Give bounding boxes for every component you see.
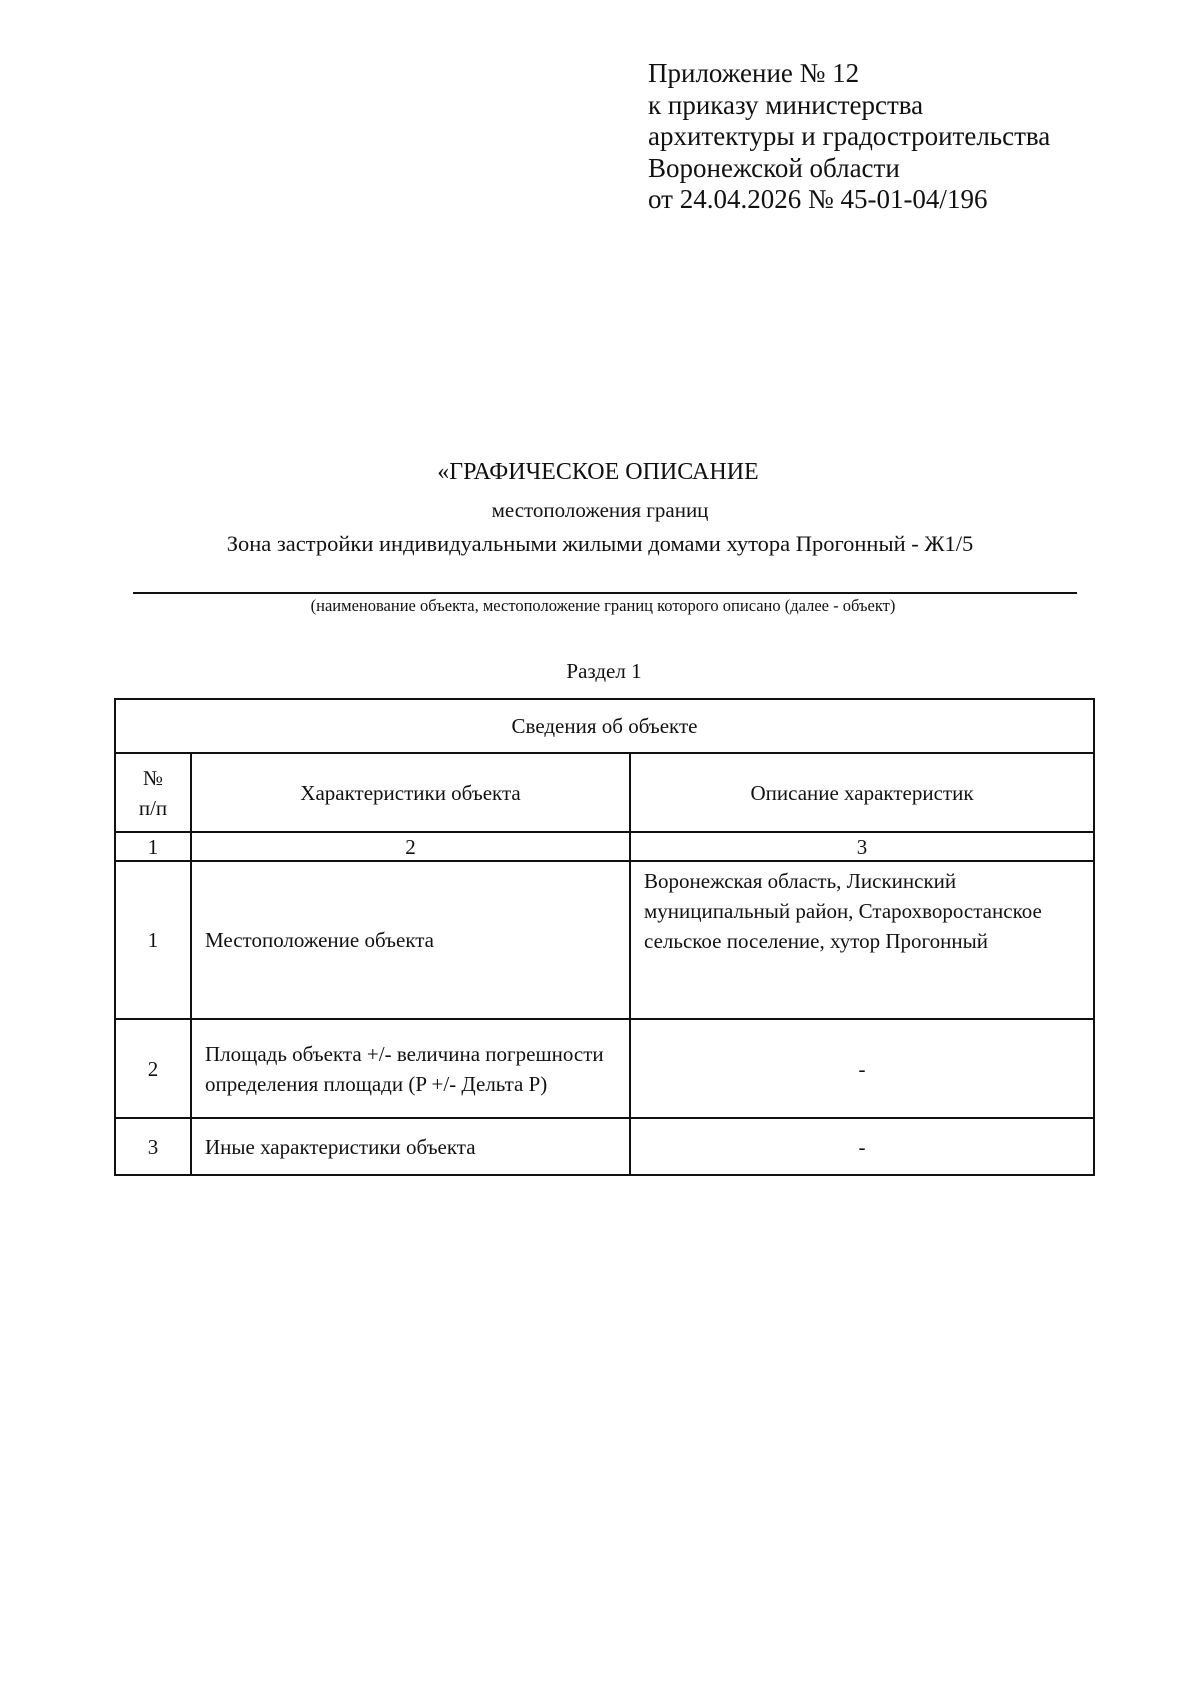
column-header-row [115, 753, 1094, 832]
row-characteristic: Местоположение объекта [191, 861, 630, 1019]
appendix-line: к приказу министерства [648, 89, 924, 120]
section-heading: Раздел 1 [566, 659, 642, 683]
row-characteristic: Площадь объекта +/- величина погрешности определения площади (P +/- Дельта P) [191, 1019, 630, 1118]
table-row [115, 1118, 1094, 1175]
row-characteristic: Иные характеристики объекта [191, 1118, 630, 1175]
appendix-line: Приложение № 12 [648, 58, 860, 88]
table-row [115, 1019, 1094, 1118]
row-description: - [630, 1019, 1094, 1118]
row-description: Воронежская область, Лискинский муниципальный район, Старохворостанское сельское поселение, хутор Прогонный [630, 861, 1094, 1019]
document-subtitle: местоположения границ [491, 498, 709, 522]
column-header-number [115, 753, 191, 832]
object-name-underline [133, 592, 1077, 594]
column-number: 3 [630, 832, 1094, 861]
column-header-number-line1: № [142, 765, 164, 790]
column-header-characteristic: Характеристики объекта [191, 753, 630, 832]
column-number: 2 [191, 832, 630, 861]
appendix-line: от 24.04.2026 № 45-01-04/196 [648, 184, 988, 214]
document-title: «ГРАФИЧЕСКОЕ ОПИСАНИЕ [437, 459, 759, 485]
appendix-line: архитектуры и градостроительства [648, 121, 1051, 151]
column-number: 1 [115, 832, 191, 861]
table-header-row [115, 699, 1094, 753]
row-number: 3 [115, 1118, 191, 1175]
row-number: 1 [115, 861, 191, 1019]
table-row [115, 861, 1094, 1019]
row-description: - [630, 1118, 1094, 1175]
column-header-description: Описание характеристик [630, 753, 1094, 832]
column-number-row [115, 832, 1094, 861]
table-header: Сведения об объекте [115, 699, 1094, 753]
object-name-caption: (наименование объекта, местоположение границ которого описано (далее - объект) [310, 596, 896, 615]
object-info-table [114, 698, 1095, 1176]
column-header-number-line2: п/п [138, 795, 168, 820]
appendix-block [648, 58, 1050, 216]
object-name: Зона застройки индивидуальными жилыми домами хутора Прогонный - Ж1/5 [226, 531, 974, 556]
row-number: 2 [115, 1019, 191, 1118]
appendix-line: Воронежской области [648, 152, 900, 183]
